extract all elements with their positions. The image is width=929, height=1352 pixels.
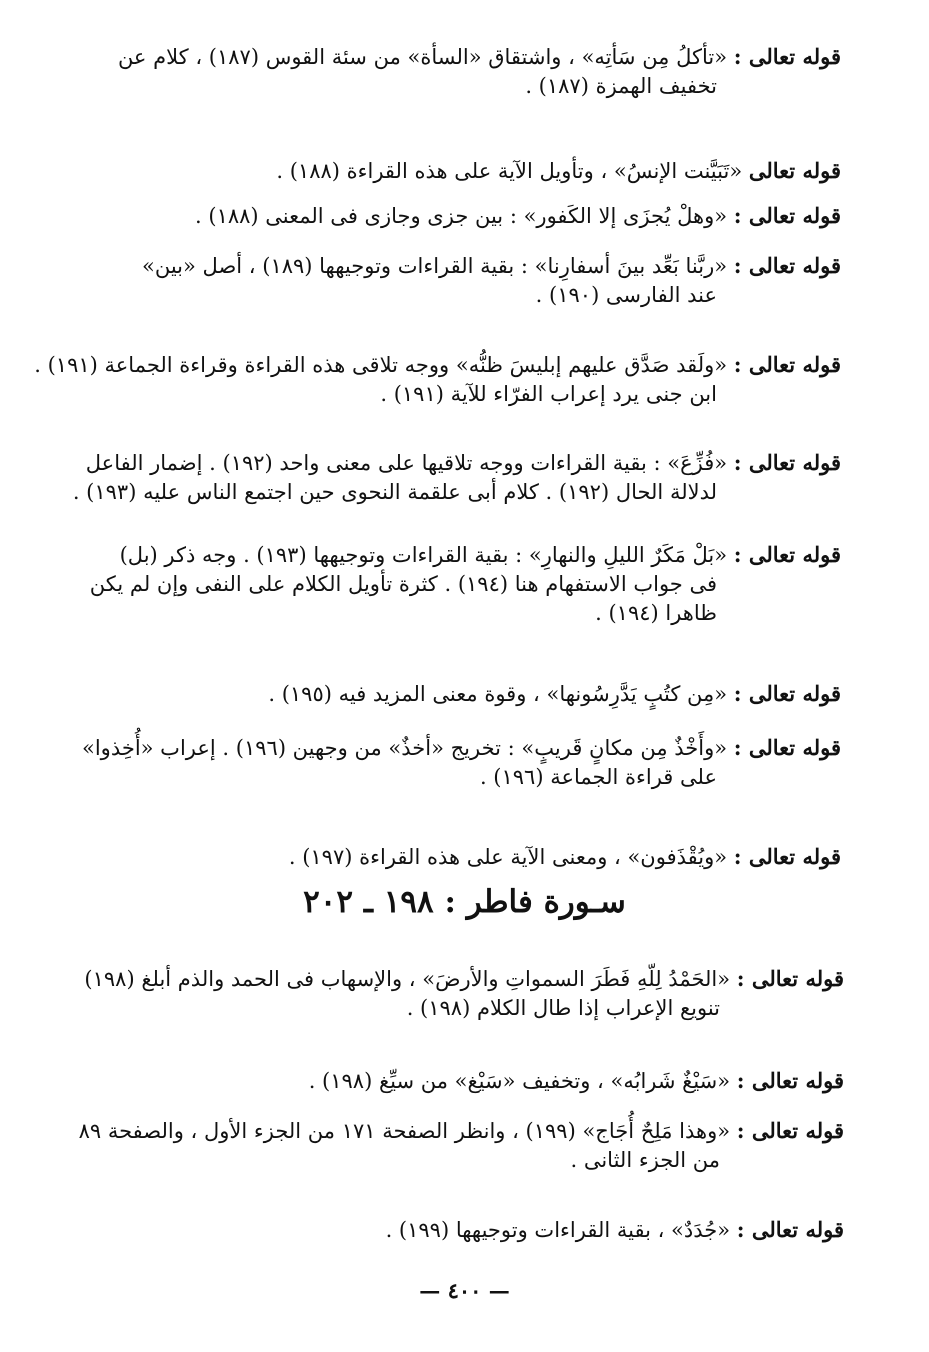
entry-label: قوله تعالى :	[733, 253, 841, 278]
entry-14	[36, 1215, 844, 1245]
entry-line	[46, 42, 841, 72]
entry-text: ابن جنى يرد إعراب الفرّاء للآية (١٩١) .	[380, 382, 717, 406]
entry-text: «سَيْغٌ شَرابُه» ، وتخفيف «سَيْغ» من سيِّغ (١٩٨) .	[308, 1069, 731, 1093]
entry-line	[46, 201, 841, 231]
entry-text: «تَبَيَّنت الإنسُ» ، وتأويل الآية على هذه القراءة (١٨٨) .	[276, 159, 743, 183]
entry-text: «فُزِّعَ» : بقية القراءات ووجه تلاقيها على معنى واحد (١٩٢) . إضمار الفاعل	[85, 451, 728, 475]
entry-text: «جُدَدٌ» ، بقية القراءات وتوجيهها (١٩٩) .	[385, 1218, 731, 1242]
entry-10	[46, 842, 841, 872]
entry-text: «مِن كتُبٍ يَدَّرِسُونها» ، وقوة معنى المزيد فيه (١٩٥) .	[268, 682, 728, 706]
entry-line	[46, 380, 841, 409]
entry-text: لدلالة الحال (١٩٢) . كلام أبى علقمة النحوى حين اجتمع الناس عليه (١٩٣) .	[72, 480, 717, 504]
entry-label: قوله تعالى :	[733, 844, 841, 869]
entry-8	[46, 679, 841, 709]
entry-text: «تأكلُ مِن سَأتِه» ، واشتقاق «السأة» من سئة القوس (١٨٧) ، كلام عن	[117, 45, 728, 69]
entry-text: «وأَخْذٌ مِن مكانٍ قَريبٍ» : تخريج «أخذٌ» من وجهين (١٩٦) . إعراب «أُخِذوا»	[82, 736, 728, 760]
entry-6	[46, 448, 841, 507]
entry-line	[46, 281, 841, 310]
entry-label: قوله تعالى :	[733, 352, 841, 377]
entry-line	[46, 570, 841, 599]
entry-label: قوله تعالى :	[736, 1068, 844, 1093]
entry-text: فى جواب الاستفهام هنا (١٩٤) . كثرة تأويل الكلام على النفى وإن لم يكن	[89, 572, 717, 596]
entry-line	[36, 994, 844, 1023]
entry-label: قوله تعالى :	[736, 1217, 844, 1242]
entry-label: قوله تعالى :	[733, 735, 841, 760]
entry-line	[36, 1146, 844, 1175]
entry-line	[46, 763, 841, 792]
entry-label: قوله تعالى :	[736, 966, 844, 991]
entry-1	[46, 42, 841, 101]
entry-label: قوله تعالى :	[733, 542, 841, 567]
entry-line	[36, 964, 844, 994]
entry-label: قوله تعالى :	[733, 450, 841, 475]
page-number: — ٤٠٠ —	[419, 1278, 510, 1303]
entry-text: «ولَقد صَدَّق عليهم إبليسَ ظنُّه» ووجه تلاقى هذه القراءة وقراءة الجماعة (١٩١) .	[34, 353, 728, 377]
entry-text: «وهلْ يُجزَى إلا الكَفور» : بين جزى وجازى فى المعنى (١٨٨) .	[195, 204, 728, 228]
entry-label: قوله تعالى	[748, 158, 841, 183]
entry-label: قوله تعالى :	[733, 681, 841, 706]
entry-3	[46, 201, 841, 231]
entry-line	[46, 540, 841, 570]
entry-text: على قراءة الجماعة (١٩٦) .	[479, 765, 717, 789]
entry-9	[46, 733, 841, 792]
entry-text: «وهذا مَلِحٌ أُجَاج» (١٩٩) ، وانظر الصفحة ١٧١ من الجزء الأول ، والصفحة ٨٩	[78, 1119, 731, 1143]
entry-line	[36, 1215, 844, 1245]
entry-line	[36, 1116, 844, 1146]
entry-label: قوله تعالى :	[733, 44, 841, 69]
entry-line	[46, 679, 841, 709]
entry-5	[34, 350, 841, 409]
entry-line	[46, 733, 841, 763]
entry-line	[46, 156, 841, 186]
entry-line	[46, 599, 841, 628]
entry-text: «ربَّنا بَعِّد بينَ أسفارِنا» : بقية القراءات وتوجيهها (١٨٩) ، أصل «بين»	[142, 254, 728, 278]
entry-text: «الحَمْدُ لِلّهِ فَطَرَ السمواتِ والأرضَ» ، والإسهاب فى الحمد والذم أبلغ (١٩٨)	[84, 967, 731, 991]
entry-13	[36, 1116, 844, 1175]
section-heading: سـورة فاطر : ١٩٨ ـ ٢٠٢	[303, 884, 626, 920]
entry-text: من الجزء الثانى .	[570, 1148, 720, 1172]
entry-4	[46, 251, 841, 310]
entry-line	[46, 72, 841, 101]
entry-11	[36, 964, 844, 1023]
entry-line	[36, 1066, 844, 1096]
entry-text: تنويع الإعراب إذا طال الكلام (١٩٨) .	[406, 996, 720, 1020]
entry-line	[46, 251, 841, 281]
entry-text: عند الفارسى (١٩٠) .	[535, 283, 717, 307]
entry-text: تخفيف الهمزة (١٨٧) .	[525, 74, 717, 98]
entry-line	[46, 478, 841, 507]
entry-line	[46, 842, 841, 872]
entry-line	[34, 350, 841, 380]
entry-2	[46, 156, 841, 186]
entry-7	[46, 540, 841, 628]
entry-label: قوله تعالى :	[736, 1118, 844, 1143]
entry-text: ظاهرا (١٩٤) .	[595, 601, 717, 625]
entry-12	[36, 1066, 844, 1096]
entry-text: «بَلْ مَكَرٌ الليلِ والنهارِ» : بقية القراءات وتوجيهها (١٩٣) . وجه ذكر (بل)	[119, 543, 728, 567]
entry-text: «ويُقْذَفون» ، ومعنى الآية على هذه القراءة (١٩٧) .	[288, 845, 728, 869]
entry-label: قوله تعالى :	[733, 203, 841, 228]
entry-line	[46, 448, 841, 478]
